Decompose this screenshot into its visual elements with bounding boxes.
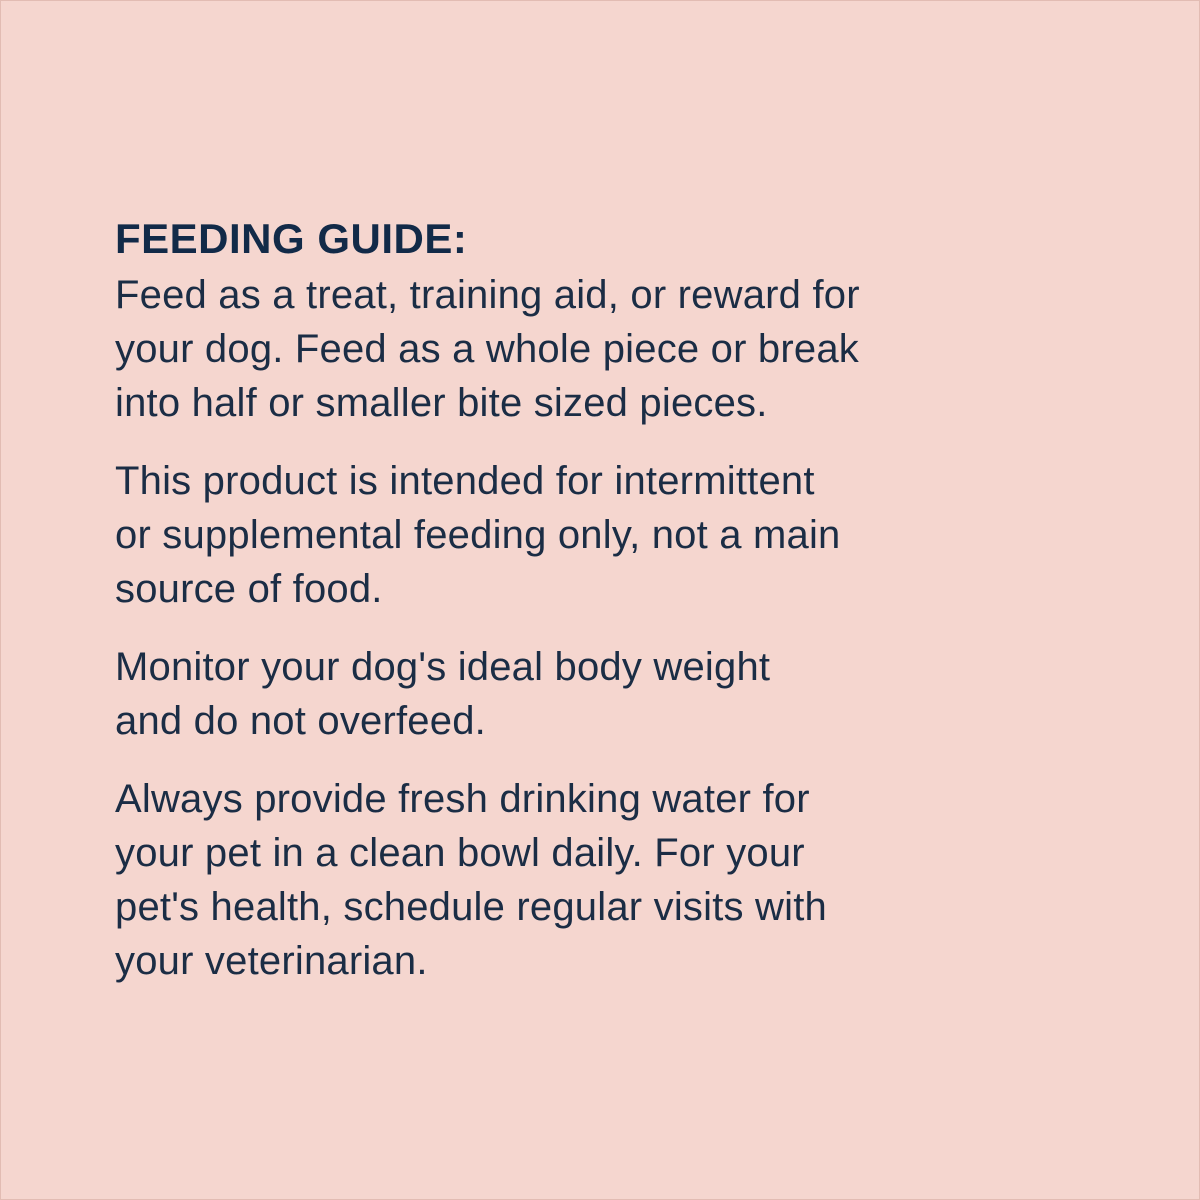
supplemental-feeding-paragraph	[115, 454, 1015, 616]
paragraph-line: Feed as a treat, training aid, or reward for	[115, 273, 860, 317]
feeding-guide-content	[115, 215, 1015, 1012]
paragraph-line: source of food.	[115, 567, 383, 611]
paragraph-line: your veterinarian.	[115, 939, 428, 983]
paragraph-line: your dog. Feed as a whole piece or break	[115, 327, 859, 371]
paragraph-line: pet's health, schedule regular visits with	[115, 885, 827, 929]
paragraph-line: your pet in a clean bowl daily. For your	[115, 831, 805, 875]
paragraph-line: or supplemental feeding only, not a main	[115, 513, 841, 557]
paragraph-line: This product is intended for intermittent	[115, 459, 815, 503]
paragraph-line: Monitor your dog's ideal body weight	[115, 645, 771, 689]
feeding-guide-heading: FEEDING GUIDE:	[115, 215, 468, 262]
body-weight-paragraph	[115, 640, 1015, 748]
water-and-vet-paragraph	[115, 772, 1015, 988]
paragraph-line: and do not overfeed.	[115, 699, 486, 743]
paragraph-line: into half or smaller bite sized pieces.	[115, 381, 768, 425]
treat-usage-paragraph	[115, 268, 1015, 430]
paragraph-line: Always provide fresh drinking water for	[115, 777, 810, 821]
